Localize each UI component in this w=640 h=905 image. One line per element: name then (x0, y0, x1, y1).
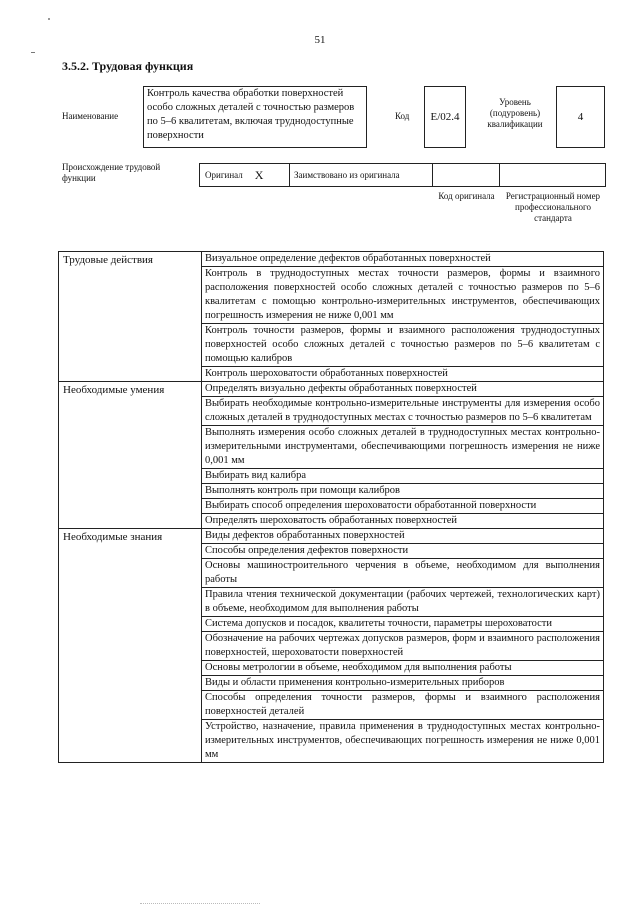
origin-code-cell (433, 164, 500, 186)
table-row: Определять визуально дефекты обработанных поверхностей (202, 382, 603, 397)
origin-label: Происхождение трудовой функции (62, 162, 161, 183)
bottom-scan-line (140, 903, 260, 904)
level-value: 4 (577, 111, 584, 123)
level-value-box (556, 86, 605, 148)
table-row: Контроль шероховатости обработанных поверхностей (205, 368, 448, 379)
level-label: Уровень (подуровень) квалификации (487, 97, 543, 129)
reg-number-caption: Регистрационный номер профессионального стандарта (505, 191, 601, 223)
scan-speck (31, 52, 35, 53)
table-row: Контроль точности размеров, формы и взаимного расположения труднодоступных поверхностей особо сложных деталей с точностью размеров по 5–6 квалитетам с помощью калибров (202, 324, 603, 367)
name-label: Наименование (62, 111, 119, 121)
code-value-box (424, 86, 466, 148)
scan-speck (48, 18, 50, 20)
name-value-box (143, 86, 367, 148)
code-label: Код (395, 111, 410, 121)
group-label: Трудовые действия (59, 252, 202, 381)
table-row: Выбирать способ определения шероховатости обработанной поверхности (202, 499, 603, 514)
group-labor-actions (59, 252, 603, 382)
table-row: Обозначение на рабочих чертежах допусков размеров, форм и взаимного расположения поверхностей, шероховатости поверхностей (202, 632, 603, 661)
table-row: Устройство, назначение, правила применения в труднодоступных местах контрольно-измерительных инструментов, обеспечивающих погрешность измерения не ниже 0,001 мм (205, 721, 600, 760)
table-row: Способы определения дефектов поверхности (202, 544, 603, 559)
code-value: E/02.4 (430, 111, 460, 123)
origin-reg-cell (500, 164, 605, 186)
group-items (202, 529, 603, 762)
table-row: Способы определения точности размеров, формы и взаимного расположения поверхностей деталей (202, 691, 603, 720)
origin-borrowed-cell (290, 164, 433, 186)
table-row: Выполнять контроль при помощи калибров (202, 484, 603, 499)
name-value: Контроль качества обработки поверхностей особо сложных деталей с точностью размеров по 5–6 квалитетам, включая труднодоступные поверхности (147, 88, 355, 141)
table-row: Основы метрологии в объеме, необходимом для выполнения работы (202, 661, 603, 676)
table-row: Выбирать необходимые контрольно-измерительные инструменты для измерения особо сложных деталей в труднодоступных местах с точностью размеров по 5–6 квалитетам (202, 397, 603, 426)
table-row: Визуальное определение дефектов обработанных поверхностей (202, 252, 603, 267)
group-items (202, 252, 603, 381)
table-row: Определять шероховатость обработанных поверхностей (205, 515, 458, 526)
table-row: Выбирать вид калибра (202, 469, 603, 484)
group-required-knowledge (59, 529, 603, 762)
borrowed-label: Заимствовано из оригинала (294, 170, 400, 180)
page-number: 51 (314, 34, 326, 46)
table-row: Контроль в труднодоступных местах точности размеров, формы и взаимного расположения поверхностей особо сложных деталей с точностью размеров по 5–6 квалитетам с помощью контрольно-измерительных инструментов, обеспечивающих погрешность измерения не ниже 0,001 мм (202, 267, 603, 324)
table-row: Виды и области применения контрольно-измерительных приборов (202, 676, 603, 691)
group-label: Необходимые умения (59, 382, 202, 528)
table-row: Основы машиностроительного черчения в объеме, необходимом для выполнения работы (202, 559, 603, 588)
group-label: Необходимые знания (59, 529, 202, 762)
group-required-skills (59, 382, 603, 529)
section-title: 3.5.2. Трудовая функция (62, 59, 194, 73)
table-row: Система допусков и посадок, квалитеты точности, параметры шероховатости (202, 617, 603, 632)
code-original-caption: Код оригинала (438, 191, 495, 201)
original-mark: X (254, 167, 264, 182)
table-row: Виды дефектов обработанных поверхностей (202, 529, 603, 544)
original-label: Оригинал (205, 170, 243, 180)
table-row: Правила чтения технической документации (рабочих чертежей, технологических карт) в объеме, необходимом для выполнения работы (202, 588, 603, 617)
origin-original-cell (200, 164, 290, 186)
table-row: Выполнять измерения особо сложных деталей в труднодоступных местах контрольно-измерительными инструментами, обеспечивающими погрешность измерения не ниже 0,001 мм (202, 426, 603, 469)
origin-row (199, 163, 606, 187)
function-details-table (58, 251, 604, 763)
group-items (202, 382, 603, 528)
